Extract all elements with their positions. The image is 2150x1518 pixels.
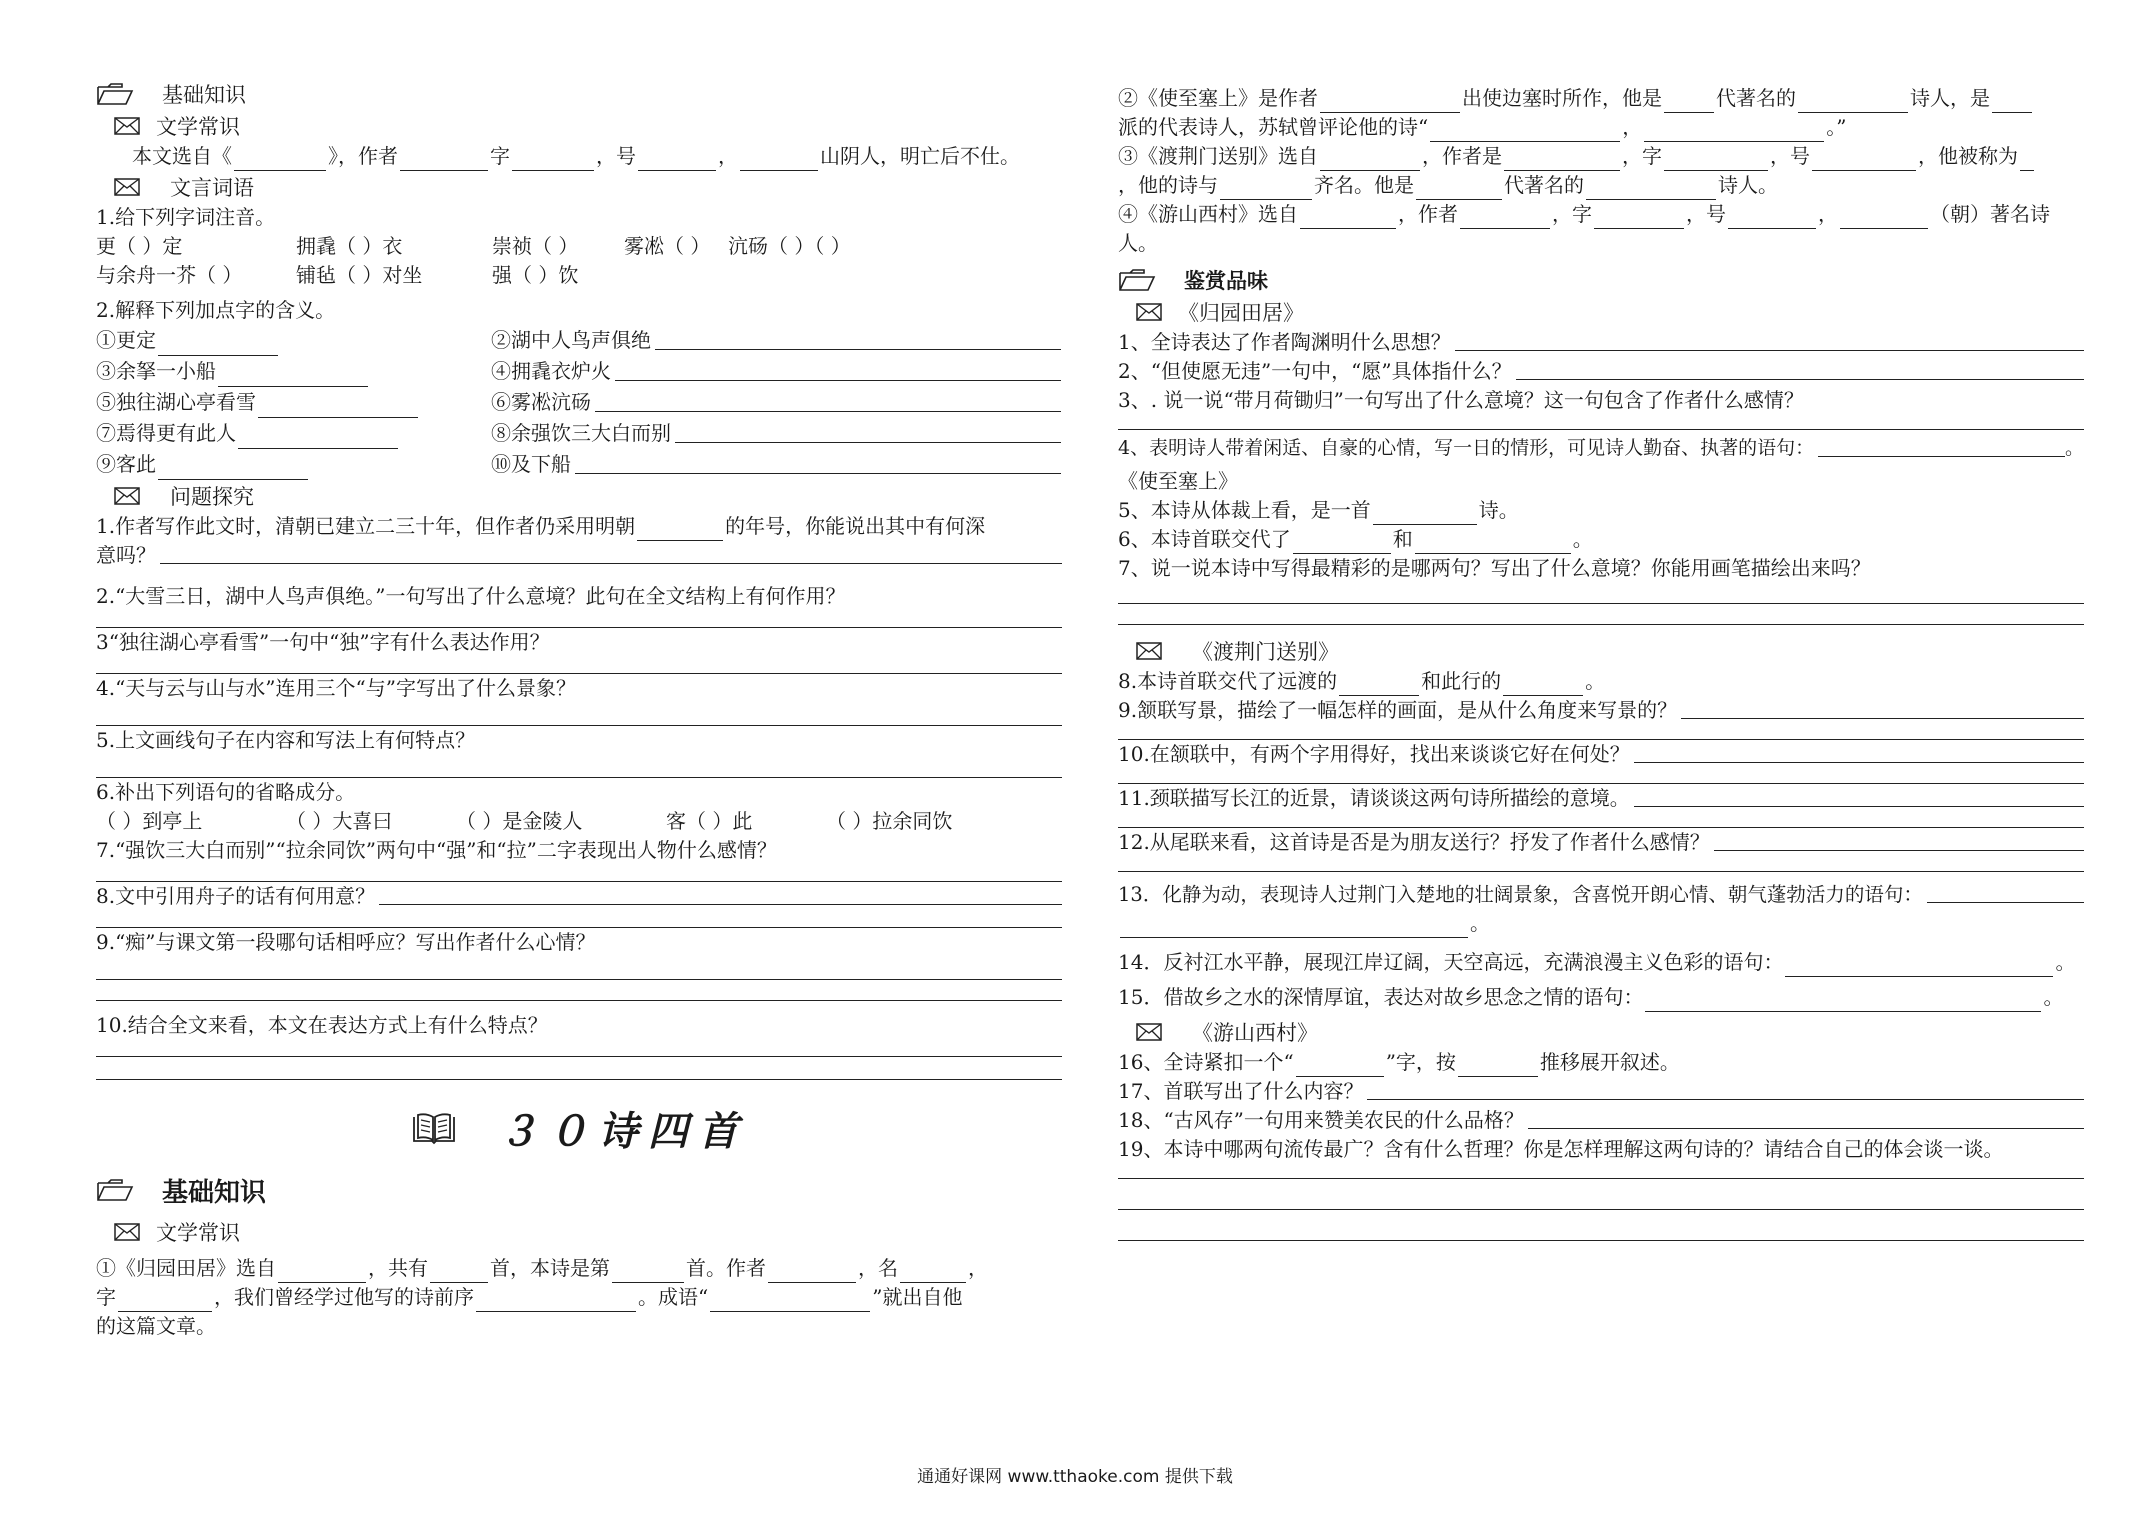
pinyin-item[interactable]: 更（ ）定 (96, 234, 183, 258)
text-segment: 字 (490, 144, 510, 168)
section-title: 鉴赏品味 (1184, 268, 1268, 293)
text-segment: ，我们曾经学过他写的诗前序 (214, 1285, 474, 1309)
answer-line[interactable] (1516, 359, 2084, 380)
answer-blank[interactable] (655, 329, 1061, 350)
answer-blank[interactable] (1728, 208, 1816, 229)
ellipsis-item[interactable]: （ ）大喜曰 (286, 809, 393, 833)
question-line (1118, 740, 2084, 769)
explain-item: ⑧余强饮三大白而别 (491, 421, 671, 445)
ellipsis-item[interactable]: （ ）拉余同饮 (826, 809, 953, 833)
answer-blank[interactable] (575, 453, 1061, 474)
answer-blank[interactable] (615, 360, 1061, 381)
envelope-icon (114, 117, 140, 135)
subheading-label: 问题探究 (170, 485, 254, 509)
question-line (96, 882, 1062, 911)
text-segment: ， (968, 1256, 988, 1280)
question-line (1118, 496, 2084, 525)
answer-blank[interactable] (1120, 917, 1468, 938)
text-segment: ，号 (596, 144, 636, 168)
pinyin-item[interactable]: 与余舟一芥（ ） (96, 263, 243, 287)
explain-row (96, 449, 1062, 480)
answer-line[interactable] (1118, 1164, 2084, 1179)
text-segment: 出使边塞时所作，他是 (1462, 86, 1662, 110)
explain-item: ⑦焉得更有此人 (96, 421, 236, 445)
question-line (1118, 328, 2084, 357)
question-text: 2.解释下列加点字的含义。 (96, 298, 336, 322)
question-text: 7、说一说本诗中写得最精彩的是哪两句？写出了什么意境？你能用画笔描绘出来吗？ (1118, 556, 1871, 580)
answer-line[interactable] (96, 657, 1062, 674)
answer-blank[interactable] (278, 1262, 366, 1283)
answer-blank[interactable] (2020, 150, 2034, 171)
explain-item: ⑨客此 (96, 452, 156, 476)
answer-line[interactable] (1118, 769, 2084, 784)
answer-blank[interactable] (900, 1262, 966, 1283)
text-segment: 。成语“ (638, 1285, 709, 1309)
answer-line[interactable] (1927, 882, 2084, 903)
text-segment: 诗。 (1478, 498, 1519, 522)
subheading-label: 文言词语 (170, 176, 254, 200)
explain-item: ③余拏一小船 (96, 359, 216, 383)
text-segment: 首，本诗是第 (490, 1256, 610, 1280)
answer-blank[interactable] (1296, 1056, 1384, 1077)
answer-blank[interactable] (1458, 1056, 1538, 1077)
text-segment: 代著名的 (1716, 86, 1796, 110)
text-segment: ②《使至塞上》是作者 (1118, 86, 1318, 110)
poem-heading (1118, 1016, 2084, 1048)
question-line (1118, 1106, 2084, 1135)
answer-blank[interactable] (1320, 92, 1460, 113)
answer-blank[interactable] (1798, 92, 1908, 113)
text-segment: 。 (2043, 985, 2064, 1009)
literature-line (96, 1283, 1062, 1312)
question-text: 10.结合全文来看，本文在表达方式上有什么特点？ (96, 1013, 548, 1037)
literature-line (96, 142, 1062, 171)
question-text: 的年号，你能说出其中有何深 (725, 514, 986, 538)
answer-blank[interactable] (1586, 179, 1716, 200)
section-title: 基础知识 (162, 83, 246, 107)
answer-line[interactable] (96, 755, 1062, 778)
literature-line (1118, 171, 2084, 200)
explain-item: ⑤独往湖心亭看雪 (96, 390, 256, 414)
lesson-title-text: ３０诗四首 (498, 1107, 748, 1155)
literature-line: 的这篇文章。 (96, 1314, 216, 1338)
text-segment: ， (718, 144, 738, 168)
question-line (1118, 525, 2084, 554)
text-segment: ”字，按 (1385, 1050, 1456, 1074)
answer-blank[interactable] (1504, 150, 1620, 171)
text-segment: 。 (1470, 911, 1490, 935)
question-text: 13．化静为动，表现诗人过荆门入楚地的壮阔景象，含喜悦开朗心情、朝气蓬勃活力的语句： (1118, 883, 1923, 906)
literature-line (1118, 84, 2084, 113)
question-text: 意吗？ (96, 543, 156, 567)
answer-line[interactable] (1118, 1179, 2084, 1210)
book-icon (410, 1111, 458, 1145)
text-segment: 派的代表诗人，苏轼曾评论他的诗“ (1118, 115, 1429, 139)
section-heading-basic (96, 78, 1062, 110)
text-segment: ，他的诗与 (1118, 173, 1218, 197)
lesson-title (96, 1098, 1062, 1158)
explain-row (96, 418, 1062, 449)
text-segment: ，字 (1622, 144, 1662, 168)
answer-blank[interactable] (1339, 675, 1419, 696)
text-segment: 字 (96, 1285, 116, 1309)
question-text: 2.“大雪三日，湖中人鸟声俱绝。”一句写出了什么意境？此句在全文结构上有何作用？ (96, 584, 846, 608)
envelope-icon (114, 178, 140, 196)
answer-blank[interactable] (1503, 675, 1583, 696)
literature-line: 人。 (1118, 231, 1158, 255)
answer-blank[interactable] (1645, 991, 2041, 1012)
poem-title: 《归园田居》 (1178, 301, 1304, 325)
question-line (1118, 696, 2084, 725)
ellipsis-item[interactable]: 客（ ）此 (666, 809, 753, 833)
answer-line[interactable] (1367, 1079, 2084, 1100)
answer-blank[interactable] (710, 1291, 870, 1312)
answer-line[interactable] (1118, 1210, 2084, 1241)
answer-blank[interactable] (1430, 121, 1620, 142)
question-line (1118, 983, 2084, 1012)
question-text: 1.作者写作此文时，清朝已建立二三十年，但作者仍采用明朝 (96, 514, 636, 538)
poem-title: 《游山西村》 (1192, 1021, 1318, 1045)
envelope-icon (1136, 642, 1162, 660)
question-text: 6、本诗首联交代了 (1118, 527, 1291, 551)
explain-row (96, 325, 1062, 356)
question-line (96, 512, 1062, 541)
answer-blank[interactable] (1785, 956, 2053, 977)
answer-blank[interactable] (638, 150, 716, 171)
question-line (1118, 1077, 2084, 1106)
question-line (1118, 784, 2084, 813)
question-text: 1.给下列字词注音。 (96, 205, 276, 229)
subheading-inquiry (96, 480, 1062, 512)
pinyin-item[interactable]: 铺毡（ ）对坐 (296, 263, 423, 287)
answer-blank[interactable] (1594, 208, 1684, 229)
text-segment: ，他被称为 (1918, 144, 2018, 168)
answer-line[interactable] (96, 703, 1062, 726)
answer-blank[interactable] (1416, 179, 1502, 200)
right-column (1118, 84, 2084, 1241)
text-segment: 诗人。 (1718, 173, 1778, 197)
answer-line[interactable] (96, 980, 1062, 1001)
footer-credit: 通通好课网 www.tthaoke.com 提供下载 (917, 1467, 1233, 1487)
poem-heading (1118, 635, 2084, 667)
question-text: 15．借故乡之水的深情厚谊，表达对故乡思念之情的语句： (1118, 985, 1644, 1009)
question-text: 1、全诗表达了作者陶渊明什么思想？ (1118, 330, 1451, 354)
question-text: 6.补出下列语句的省略成分。 (96, 780, 356, 804)
question-text: 3“独往湖心亭看雪”一句中“独”字有什么表达作用？ (96, 630, 550, 654)
answer-blank[interactable] (1644, 121, 1824, 142)
answer-blank[interactable] (1664, 150, 1768, 171)
answer-blank[interactable] (768, 1262, 856, 1283)
text-segment: ，号 (1686, 202, 1726, 226)
text-segment: 诗人，是 (1910, 86, 1990, 110)
question-line (1118, 1048, 2084, 1077)
answer-line[interactable] (1118, 415, 2084, 430)
question-text: 9.“痴”与课文第一段哪句话相呼应？写出作者什么心情？ (96, 930, 596, 954)
subheading-label: 文学常识 (156, 1221, 240, 1245)
text-segment: ， (1622, 115, 1643, 139)
question-line (1118, 667, 2084, 696)
text-segment: 推移展开叙述。 (1539, 1050, 1680, 1074)
pinyin-item[interactable]: 沆砀（ ）（ ） (728, 234, 851, 258)
pinyin-item[interactable]: 强（ ）饮 (492, 263, 579, 287)
answer-line[interactable] (1634, 786, 2084, 807)
question-text: 11.颈联描写长江的近景，请谈谈这两句诗所描绘的意境。 (1118, 786, 1630, 810)
answer-line[interactable] (1634, 742, 2084, 763)
question-line (96, 541, 1062, 570)
text-segment: ，字 (1552, 202, 1592, 226)
answer-line[interactable] (1118, 813, 2084, 828)
question-text: 4.“天与云与山与水”连用三个“与”字写出了什么景象？ (96, 676, 576, 700)
answer-blank[interactable] (158, 459, 308, 480)
text-segment: 》，作者 (328, 144, 398, 168)
text-segment: 。 (1585, 669, 1606, 693)
answer-blank[interactable] (1415, 533, 1571, 554)
question-line (1118, 909, 2084, 938)
answer-line[interactable] (96, 611, 1062, 628)
text-segment: 本文选自《 (132, 144, 232, 168)
section-heading-appreciation (1118, 264, 2084, 296)
answer-blank[interactable] (400, 150, 488, 171)
answer-blank[interactable] (218, 366, 368, 387)
answer-line[interactable] (1118, 583, 2084, 604)
answer-blank[interactable] (1992, 92, 2032, 113)
explain-row (96, 387, 1062, 418)
text-segment: ，名 (858, 1256, 898, 1280)
answer-blank[interactable] (234, 150, 326, 171)
section-title: 基础知识 (162, 1177, 267, 1208)
question-text: 3、. 说一说“带月荷锄归”一句写出了什么意境？这一句包含了作者什么感情？ (1118, 388, 1804, 412)
text-segment: 首。作者 (686, 1256, 766, 1280)
answer-line[interactable] (96, 1057, 1062, 1080)
answer-blank[interactable] (258, 397, 418, 418)
answer-blank[interactable] (512, 150, 594, 171)
question-text: 5、本诗从体裁上看，是一首 (1118, 498, 1371, 522)
answer-blank[interactable] (1373, 504, 1477, 525)
answer-blank[interactable] (595, 391, 1061, 412)
text-segment: 。 (2064, 437, 2084, 459)
answer-blank[interactable] (1664, 92, 1714, 113)
explain-item: ⑥雾凇沆砀 (491, 390, 591, 414)
question-text: 8.文中引用舟子的话有何用意？ (96, 884, 376, 908)
text-segment: ，作者是 (1422, 144, 1502, 168)
explain-item: ④拥毳衣炉火 (491, 359, 611, 383)
question-line (1118, 828, 2084, 857)
envelope-icon (114, 1223, 140, 1241)
answer-blank[interactable] (637, 520, 723, 541)
answer-line[interactable] (96, 957, 1062, 980)
question-text: 7.“强饮三大白而别”“拉余同饮”两句中“强”和“拉”二字表现出人物什么感情？ (96, 838, 777, 862)
text-segment: 齐名。他是 (1314, 173, 1414, 197)
answer-blank[interactable] (740, 150, 818, 171)
text-segment: 和此行的 (1421, 669, 1502, 693)
question-text: 16、全诗紧扣一个“ (1118, 1050, 1294, 1074)
text-segment: ， (1818, 202, 1838, 226)
literature-line (1118, 142, 2084, 171)
left-column (96, 78, 1062, 1341)
text-segment: 山阴人，明亡后不仕。 (820, 144, 1020, 168)
poem-title: 《渡荆门送别》 (1192, 640, 1339, 664)
answer-line[interactable] (1118, 725, 2084, 740)
question-line (1118, 880, 2084, 909)
answer-line[interactable] (96, 911, 1062, 928)
answer-line[interactable] (96, 865, 1062, 882)
question-text: 2、“但使愿无违”一句中，“愿”具体指什么？ (1118, 359, 1512, 383)
text-segment: （朝）著名诗 (1930, 202, 2050, 226)
pinyin-row (96, 232, 1062, 261)
ellipsis-item[interactable]: （ ）到亭上 (96, 809, 203, 833)
pinyin-item[interactable]: 崇祯（ ） (492, 234, 579, 258)
question-text: 19、本诗中哪两句流传最广？含有什么哲理？你是怎样理解这两句诗的？请结合自己的体会谈一谈。 (1118, 1137, 2004, 1161)
text-segment: ④《游山西村》选自 (1118, 202, 1298, 226)
answer-blank[interactable] (675, 422, 1061, 443)
poem-title: 《使至塞上》 (1118, 469, 1238, 493)
answer-line[interactable] (1681, 698, 2084, 719)
answer-line[interactable] (1118, 857, 2084, 872)
answer-line[interactable] (379, 884, 1062, 905)
question-line (1118, 948, 2084, 977)
poem-heading (1118, 296, 2084, 328)
folder-icon (96, 1178, 134, 1202)
text-segment: ，号 (1770, 144, 1810, 168)
answer-blank[interactable] (1840, 208, 1928, 229)
question-text: 17、首联写出了什么内容？ (1118, 1079, 1364, 1103)
explain-item: ②湖中人鸟声俱绝 (491, 328, 651, 352)
question-text: 12.从尾联来看，这首诗是否是为朋友送行？抒发了作者什么感情？ (1118, 830, 1710, 854)
pinyin-item[interactable]: 拥毳（ ）衣 (296, 234, 403, 258)
subheading-label: 文学常识 (156, 115, 240, 139)
text-segment: 。 (2055, 950, 2076, 974)
question-text: 18、“古风存”一句用来赞美农民的什么品格？ (1118, 1108, 1524, 1132)
answer-line[interactable] (160, 543, 1062, 564)
question-text: 14．反衬江水平静，展现江岸辽阔，天空高远，充满浪漫主义色彩的语句： (1118, 950, 1784, 974)
question-text: 5.上文画线句子在内容和写法上有何特点？ (96, 728, 476, 752)
literature-line (1118, 200, 2084, 229)
subheading-literature (96, 110, 1062, 142)
answer-blank[interactable] (612, 1262, 684, 1283)
answer-blank[interactable] (1293, 533, 1391, 554)
question-text: 10.在颔联中，有两个字用得好，找出来谈谈它好在何处？ (1118, 742, 1630, 766)
text-segment: ”就出自他 (872, 1285, 963, 1309)
section-heading-basic-2 (96, 1170, 1062, 1210)
question-text: 9.颔联写景，描绘了一幅怎样的画面，是从什么角度来写景的？ (1118, 698, 1678, 722)
answer-blank[interactable] (1460, 208, 1550, 229)
explain-item: ⑩及下船 (491, 452, 571, 476)
envelope-icon (1136, 303, 1162, 321)
answer-blank[interactable] (476, 1291, 636, 1312)
answer-line[interactable] (1818, 436, 2065, 457)
ellipsis-row (96, 807, 1062, 836)
question-line (1118, 434, 2084, 463)
answer-line[interactable] (1455, 330, 2084, 351)
text-segment: 。 (1572, 527, 1593, 551)
question-text: 8.本诗首联交代了远渡的 (1118, 669, 1338, 693)
answer-blank[interactable] (118, 1291, 212, 1312)
text-segment: ，共有 (368, 1256, 428, 1280)
folder-icon (96, 82, 134, 106)
answer-blank[interactable] (1220, 179, 1312, 200)
ellipsis-item[interactable]: （ ）是金陵人 (456, 809, 583, 833)
text-segment: 。” (1826, 115, 1847, 139)
answer-line[interactable] (1118, 604, 2084, 625)
question-text: 4、表明诗人带着闲适、自豪的心情，写一日的情形，可见诗人勤奋、执著的语句： (1118, 437, 1815, 459)
pinyin-row (96, 261, 1062, 290)
answer-line[interactable] (96, 1040, 1062, 1057)
text-segment: 和 (1392, 527, 1413, 551)
question-line (1118, 357, 2084, 386)
literature-line (1118, 113, 2084, 142)
subheading-classical-words (96, 171, 1062, 203)
envelope-icon (114, 487, 140, 505)
explain-item: ①更定 (96, 328, 156, 352)
answer-blank[interactable] (1812, 150, 1916, 171)
answer-blank[interactable] (238, 428, 398, 449)
subheading-literature-2 (96, 1216, 1062, 1248)
folder-icon (1118, 268, 1156, 292)
text-segment: ③《渡荆门送别》选自 (1118, 144, 1318, 168)
text-segment: ，作者 (1398, 202, 1458, 226)
text-segment: ①《归园田居》选自 (96, 1256, 276, 1280)
answer-blank[interactable] (430, 1262, 488, 1283)
literature-line (96, 1254, 1062, 1283)
answer-line[interactable] (1714, 830, 2084, 851)
text-segment: 代著名的 (1504, 173, 1584, 197)
answer-blank[interactable] (1300, 208, 1396, 229)
envelope-icon (1136, 1023, 1162, 1041)
explain-row (96, 356, 1062, 387)
answer-blank[interactable] (1320, 150, 1420, 171)
pinyin-item[interactable]: 雾凇（ ） (624, 234, 711, 258)
answer-blank[interactable] (158, 335, 278, 356)
answer-line[interactable] (1528, 1108, 2084, 1129)
